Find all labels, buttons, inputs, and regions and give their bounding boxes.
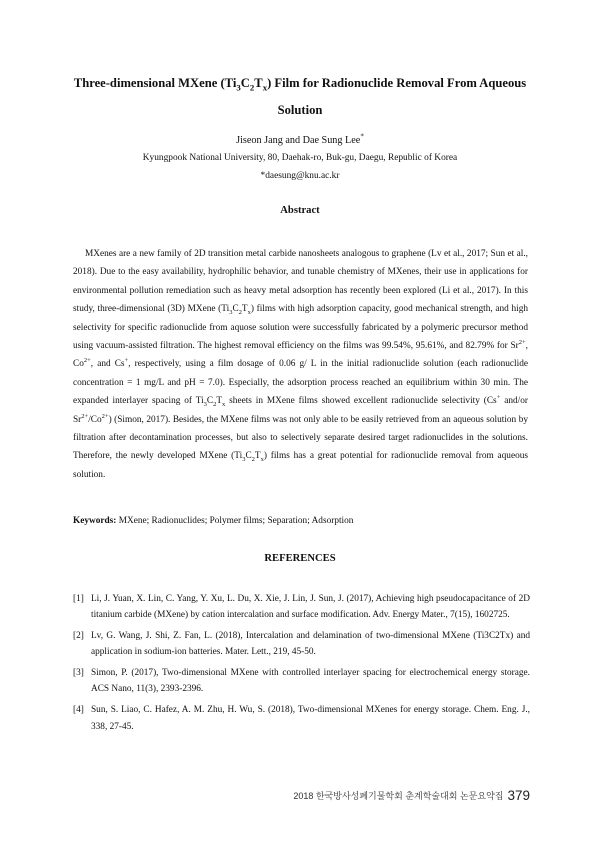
reference-item bbox=[73, 665, 530, 698]
reference-number: [2] bbox=[73, 631, 84, 642]
affiliation: Kyungpook National University, 80, Daehak-ro, Buk-gu, Daegu, Republic of Korea bbox=[142, 153, 458, 163]
abstract-text: and/or Sr bbox=[73, 396, 528, 425]
subscript: x bbox=[247, 309, 251, 317]
abstract-text: , respectively, using a film dosage of 0.06 g/ L in the initial radionuclide solution (each radionuclide concentration = 1 mg/L and pH = 7.0). Especially, the adsorption process reached an equilibrium within 30 min. The expanded interlayer spacing of Ti bbox=[73, 359, 529, 407]
reference-text: Sun, S. Liao, C. Hafez, A. M. Zhu, H. Wu, S. (2018), Two-dimensional MXenes for energy storage. Chem. Eng. J., 338, 27-45. bbox=[91, 705, 530, 732]
reference-number: [3] bbox=[73, 668, 84, 679]
superscript: 2+ bbox=[101, 412, 109, 420]
reference-number: [4] bbox=[73, 705, 84, 716]
reference-list bbox=[73, 591, 530, 739]
subscript: 3 bbox=[242, 456, 246, 464]
author-names: Jiseon Jang and Dae Sung Lee bbox=[236, 135, 361, 146]
abstract-text: ) films with high adsorption capacity, good mechanical strength, and high selectivity for specific radionuclide from aquose solution were successfully fabricated by a polymeric precursor method using vacuum-assisted filtration. The highest removal efficiency on the films was 99.54%, 95.61%, and 82.79% for Sr bbox=[73, 304, 528, 352]
title-subscript: 2 bbox=[249, 82, 255, 93]
abstract-text: T bbox=[254, 451, 261, 462]
author-list bbox=[0, 134, 600, 148]
subscript: x bbox=[222, 401, 226, 409]
keywords-label: Keywords: bbox=[73, 516, 117, 526]
title-subscript: 3 bbox=[236, 82, 241, 93]
abstract-body bbox=[73, 245, 528, 484]
abstract-text: , Co bbox=[73, 341, 528, 370]
abstract-heading: Abstract bbox=[280, 205, 320, 216]
subscript: 2 bbox=[251, 456, 255, 464]
reference-item bbox=[73, 702, 530, 735]
superscript: + bbox=[124, 357, 129, 365]
subscript: 2 bbox=[238, 309, 242, 317]
subscript: 3 bbox=[203, 401, 207, 409]
keywords-text: MXene; Radionuclides; Polymer films; Separation; Adsorption bbox=[116, 516, 354, 526]
page-number: 379 bbox=[507, 788, 530, 803]
title-text: Three-dimensional MXene (Ti bbox=[73, 76, 237, 90]
reference-number: [1] bbox=[73, 594, 84, 604]
abstract-text: , and Cs bbox=[90, 359, 125, 370]
title-text: C bbox=[240, 76, 250, 90]
abstract-text: MXenes are a new family of 2D transition metal carbide nanosheets analogous to graphene (Lv et al., 2017; Sun et al., 2018). Due to the easy availability, hydrophilic behavior, and tunable chemistry of MXenes, their use in applications for environmental pollution remediation such as heavy metal adsorption has recently been explored (Li et al., 2017). In this study, three-dimensional (3D) MXene (Ti bbox=[73, 249, 528, 315]
reference-item bbox=[73, 628, 530, 661]
paper-title bbox=[60, 70, 540, 124]
abstract-text: T bbox=[216, 396, 223, 407]
reference-text: Lv, G. Wang, J. Shi, Z. Fan, L. (2018), Intercalation and delamination of two-dimensional MXene (Ti3C2Tx) and application in sodium-ion batteries. Mater. Lett., 219, 45-50. bbox=[91, 631, 530, 658]
abstract-text: C bbox=[245, 451, 252, 462]
keywords bbox=[73, 512, 528, 530]
references-heading: REFERENCES bbox=[264, 553, 336, 564]
abstract-text: T bbox=[241, 304, 248, 315]
abstract-text: sheets in MXene films showed excellent radionuclide selectivity (Cs bbox=[225, 396, 497, 407]
proceedings-name: 2018 한국방사성폐기물학회 춘계학술대회 논문요약집 bbox=[293, 791, 504, 801]
reference-text: Li, J. Yuan, X. Lin, C. Yang, Y. Xu, L. Du, X. Xie, J. Lin, J. Sun, J. (2017), Achieving high pseudocapacitance of 2D titanium carbide (MXene) by cation intercalation and surface modification. Adv. Energy Mater., 7(15), 1602725. bbox=[91, 594, 530, 621]
abstract-text: C bbox=[206, 396, 214, 407]
reference-text: Simon, P. (2017), Two-dimensional MXene with controlled interlayer spacing for electrochemical energy storage. ACS Nano, 11(3), 2393-2396. bbox=[91, 668, 530, 695]
subscript: 3 bbox=[229, 309, 233, 317]
contact-email: *daesung@knu.ac.kr bbox=[260, 171, 340, 181]
title-subscript: x bbox=[262, 82, 268, 93]
subscript: x bbox=[260, 456, 264, 464]
reference-item bbox=[73, 591, 530, 624]
corresponding-mark: * bbox=[360, 132, 364, 141]
page-footer bbox=[260, 788, 530, 804]
subscript: 2 bbox=[213, 401, 217, 409]
abstract-text: ) (Simon, 2017). Besides, the MXene films was not only able to be easily retrieved from an aqueous solution by filtration after decontamination processes, but also to selectively separate desired target radionuclides in the solutions. Therefore, the newly developed MXene (Ti bbox=[73, 414, 528, 462]
superscript: 2+ bbox=[83, 357, 91, 365]
abstract-text: C bbox=[232, 304, 239, 315]
title-text: T bbox=[254, 76, 263, 90]
title-text: ) Film for Radionuclide Removal From Aqueous Solution bbox=[267, 76, 527, 117]
abstract-text: /Co bbox=[88, 414, 102, 425]
superscript: + bbox=[496, 394, 501, 402]
superscript: 2+ bbox=[518, 338, 526, 346]
abstract-text: ) films has a great potential for radionuclide removal from aqueous solution. bbox=[73, 451, 528, 480]
superscript: 2+ bbox=[81, 412, 89, 420]
